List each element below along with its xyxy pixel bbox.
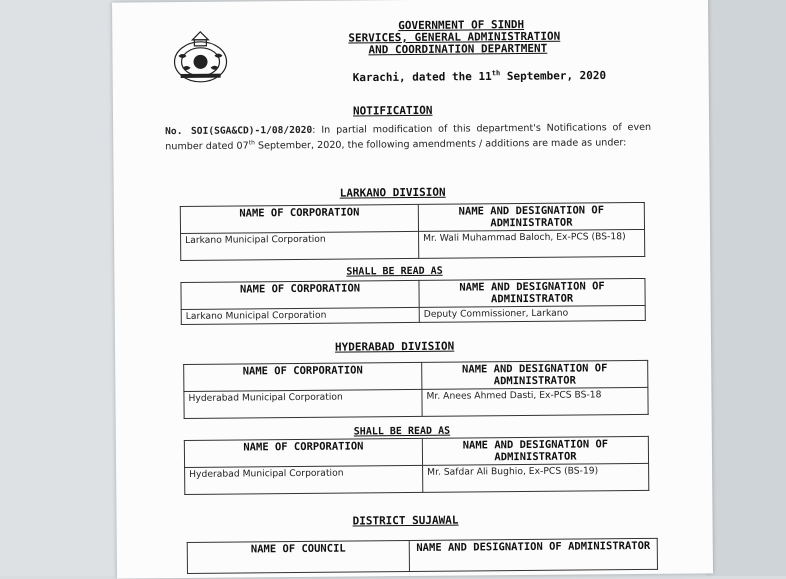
column-header-admin: NAME AND DESIGNATION OF ADMINISTRATOR	[422, 360, 648, 389]
reference-number: No. SOI(SGA&CD)-1/08/2020	[165, 124, 313, 138]
larkano-revised-table	[180, 278, 645, 325]
document-page	[112, 0, 713, 579]
corporation-name-cell: Hyderabad Municipal Corporation	[184, 389, 422, 418]
administrator-cell: Deputy Commissioner, Larkano	[419, 305, 645, 322]
section-title-larkano: LARKANO DIVISION	[339, 185, 446, 200]
shall-be-read-as-label: SHALL BE READ AS	[353, 425, 451, 438]
document-date: Karachi, dated the 11th September, 2020	[352, 68, 607, 85]
corporation-name-cell: Hyderabad Municipal Corporation	[185, 465, 423, 494]
larkano-original-table	[180, 202, 645, 261]
administrator-cell: Mr. Safdar Ali Bughio, Ex-PCS (BS-19)	[423, 463, 649, 492]
header-line-1: GOVERNMENT OF SINDH	[398, 18, 525, 33]
column-header-admin: NAME AND DESIGNATION OF ADMINISTRATOR	[419, 278, 645, 307]
section-title-hyderabad: HYDERABAD DIVISION	[334, 339, 455, 354]
header-line-3: AND COORDINATION DEPARTMENT	[368, 41, 548, 57]
column-header-name: NAME OF CORPORATION	[184, 362, 422, 391]
corporation-name-cell: Larkano Municipal Corporation	[181, 307, 419, 324]
hyderabad-original-table	[183, 360, 648, 419]
sujawal-table	[187, 538, 658, 574]
shall-be-read-as-label: SHALL BE READ AS	[346, 265, 443, 278]
government-emblem-icon	[170, 30, 230, 85]
administrator-cell: Mr. Wali Muhammad Baloch, Ex-PCS (BS-18)	[419, 229, 645, 258]
column-header-admin: NAME AND DESIGNATION OF ADMINISTRATOR	[422, 436, 648, 465]
administrator-cell: Mr. Anees Ahmed Dasti, Ex-PCS BS-18	[422, 387, 648, 416]
notification-paragraph: No. SOI(SGA&CD)-1/08/2020: In partial modification of this department's Notifications of even number dated 07th September, 2020, the following amendments / additions are made as under:	[165, 121, 652, 153]
hyderabad-revised-table	[184, 436, 649, 495]
column-header-name: NAME OF COUNCIL	[187, 541, 409, 574]
column-header-admin: NAME AND DESIGNATION OF ADMINISTRATOR	[409, 538, 657, 571]
background-right	[706, 0, 786, 576]
column-header-name: NAME OF CORPORATION	[180, 204, 418, 233]
background-left	[0, 0, 120, 576]
column-header-name: NAME OF CORPORATION	[181, 280, 419, 309]
corporation-name-cell: Larkano Municipal Corporation	[181, 231, 419, 260]
column-header-name: NAME OF CORPORATION	[184, 438, 422, 467]
column-header-admin: NAME AND DESIGNATION OF ADMINISTRATOR	[418, 202, 644, 231]
notification-title: NOTIFICATION	[352, 103, 433, 118]
section-title-sujawal: DISTRICT SUJAWAL	[352, 513, 459, 528]
header-line-2: SERVICES, GENERAL ADMINISTRATION	[348, 29, 561, 45]
